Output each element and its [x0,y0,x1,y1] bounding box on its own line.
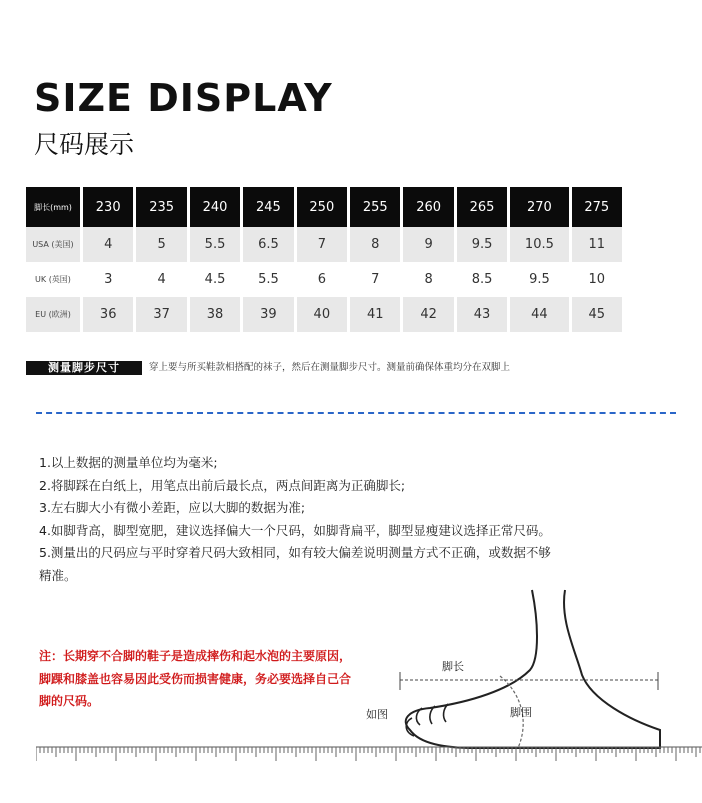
table-cell: 3 [80,262,133,297]
table-cell: 44 [507,297,568,332]
toe-label: 如图 [366,708,388,721]
header-cell: 260 [400,187,453,227]
table-cell: 42 [400,297,453,332]
girth-label: 脚围 [510,706,532,719]
table-cell: 39 [240,297,293,332]
length-label: 脚长 [442,660,464,673]
header-cell: 275 [569,187,622,227]
header-cell: 230 [80,187,133,227]
measure-note: 穿上要与所买鞋款相搭配的袜子，然后在测量脚步尺寸。测量前确保体重均分在双脚上 [149,362,511,373]
dashed-divider [36,412,676,414]
table-cell: 7 [347,262,400,297]
header-cell: 270 [507,187,568,227]
table-cell: 43 [454,297,507,332]
size-table [26,187,622,332]
table-cell: 37 [133,297,186,332]
table-cell: 5.5 [240,262,293,297]
table-cell: 4 [133,262,186,297]
row-label: EU (欧洲) [26,297,80,332]
row-label: UK (英国) [26,262,80,297]
page-title: SIZE DISPLAY [34,76,333,120]
header-cell: 255 [347,187,400,227]
table-cell: 4 [80,227,133,262]
table-cell: 8.5 [454,262,507,297]
table-cell: 40 [294,297,347,332]
warning-text: 注：长期穿不合脚的鞋子是造成摔伤和起水泡的主要原因，脚踝和膝盖也容易因此受伤而损害健康，务必要选择自己合脚的尺码。 [39,649,352,708]
header-cell: 265 [454,187,507,227]
table-row [26,227,622,262]
table-cell: 6 [294,262,347,297]
size-table-header-row [26,187,622,227]
table-cell: 9 [400,227,453,262]
measure-tag: 测量脚步尺寸 [26,361,142,375]
table-cell: 41 [347,297,400,332]
header-cell: 240 [187,187,240,227]
table-cell: 9.5 [454,227,507,262]
header-cell: 250 [294,187,347,227]
note-item: 3.左右脚大小有微小差距，应以大脚的数据为准; [39,500,306,515]
table-cell: 9.5 [507,262,568,297]
table-cell: 10.5 [507,227,568,262]
table-cell: 4.5 [187,262,240,297]
table-cell: 7 [294,227,347,262]
table-cell: 8 [400,262,453,297]
table-cell: 38 [187,297,240,332]
table-cell: 5.5 [187,227,240,262]
row-label: USA (美国) [26,227,80,262]
table-row [26,297,622,332]
table-cell: 36 [80,297,133,332]
note-item: 1.以上数据的测量单位均为毫米; [39,455,218,470]
note-item: 2.将脚踩在白纸上，用笔点出前后最长点，两点间距离为正确脚长; [39,477,406,493]
notes-list [39,452,559,587]
table-cell: 6.5 [240,227,293,262]
table-cell: 8 [347,227,400,262]
header-label: 脚长(mm) [26,187,80,227]
note-item: 5.测量出的尺码应与平时穿着尺码大致相同，如有较大偏差说明测量方式不正确，或数据不够精准。 [39,545,551,583]
table-cell: 45 [569,297,622,332]
page-subtitle: 尺码展示 [34,130,135,159]
table-row [26,262,622,297]
foot-diagram [360,580,702,750]
note-item: 4.如脚背高，脚型宽肥，建议选择偏大一个尺码，如脚背扁平，脚型显瘦建议选择正常尺码。 [39,522,551,538]
table-cell: 5 [133,227,186,262]
header-cell: 245 [240,187,293,227]
table-cell: 11 [569,227,622,262]
header-cell: 235 [133,187,186,227]
ruler-strip [36,745,702,803]
table-cell: 10 [569,262,622,297]
